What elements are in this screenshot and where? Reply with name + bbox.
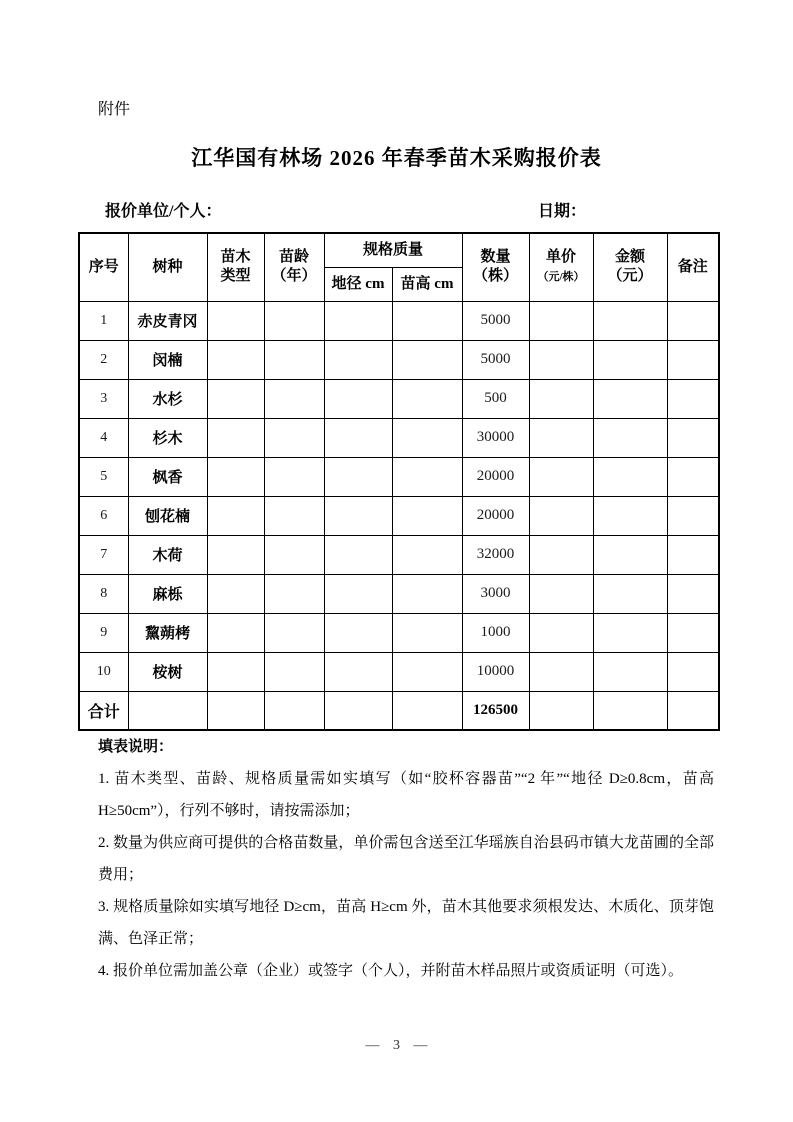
- cell-unit-price: [529, 496, 593, 535]
- cell-seq: 7: [79, 535, 128, 574]
- table-body: [79, 301, 719, 730]
- cell-seedling-height: [392, 496, 462, 535]
- cell-age: [264, 574, 324, 613]
- cell-remarks: [667, 340, 719, 379]
- cell-species: 黧蒴栲: [128, 613, 207, 652]
- col-header-seedling-height: 苗高 cm: [392, 267, 462, 301]
- cell-age: [264, 691, 324, 730]
- cell-unit-price: [529, 535, 593, 574]
- cell-seedling-height: [392, 301, 462, 340]
- table-row: [79, 535, 719, 574]
- note-item: 4. 报价单位需加盖公章（企业）或签字（个人），并附苗木样品照片或资质证明（可选）。: [98, 963, 684, 979]
- cell-seedling-height: [392, 379, 462, 418]
- cell-seq: 6: [79, 496, 128, 535]
- note-item: 2. 数量为供应商可提供的合格苗数量，单价需包含送至江华瑶族自治县码市镇大龙苗圃的全部费用；: [98, 835, 714, 883]
- cell-remarks: [667, 613, 719, 652]
- cell-remarks: [667, 418, 719, 457]
- cell-unit-price: [529, 340, 593, 379]
- table-total-row: [79, 691, 719, 730]
- cell-amount: [593, 613, 667, 652]
- cell-seedling-type: [207, 613, 264, 652]
- col-header-seq: 序号: [79, 233, 128, 301]
- cell-amount: [593, 457, 667, 496]
- cell-seq: 9: [79, 613, 128, 652]
- cell-amount: [593, 691, 667, 730]
- cell-ground-diameter: [324, 301, 392, 340]
- cell-ground-diameter: [324, 535, 392, 574]
- table-row: [79, 496, 719, 535]
- cell-age: [264, 457, 324, 496]
- cell-seedling-type: [207, 379, 264, 418]
- cell-remarks: [667, 496, 719, 535]
- cell-seedling-type: [207, 652, 264, 691]
- cell-species: [128, 691, 207, 730]
- cell-amount: [593, 418, 667, 457]
- cell-seedling-height: [392, 574, 462, 613]
- cell-seq: 10: [79, 652, 128, 691]
- cell-age: [264, 496, 324, 535]
- col-header-species: 树种: [128, 233, 207, 301]
- col-header-seedling-type: 苗木 类型: [207, 233, 264, 301]
- table-row: [79, 457, 719, 496]
- cell-quantity: 32000: [462, 535, 529, 574]
- note-item: 3. 规格质量除如实填写地径 D≥cm，苗高 H≥cm 外，苗木其他要求须根发达、木质化、顶芽饱满、色泽正常；: [98, 899, 714, 947]
- col-header-unit-price: 单价 （元/株）: [529, 233, 593, 301]
- cell-quantity: 5000: [462, 301, 529, 340]
- table-row: [79, 379, 719, 418]
- cell-age: [264, 379, 324, 418]
- cell-remarks: [667, 574, 719, 613]
- page-number: — 3 —: [365, 1038, 428, 1053]
- cell-unit-price: [529, 457, 593, 496]
- cell-ground-diameter: [324, 652, 392, 691]
- cell-amount: [593, 340, 667, 379]
- cell-seq: 2: [79, 340, 128, 379]
- cell-ground-diameter: [324, 574, 392, 613]
- col-header-remarks: 备注: [667, 233, 719, 301]
- table-row: [79, 340, 719, 379]
- col-header-age: 苗龄 （年）: [264, 233, 324, 301]
- cell-seq: 3: [79, 379, 128, 418]
- page-title: 江华国有林场 2026 年春季苗木采购报价表: [191, 146, 602, 170]
- notes-title: 填表说明：: [98, 739, 174, 755]
- cell-amount: [593, 535, 667, 574]
- cell-unit-price: [529, 574, 593, 613]
- cell-seq: 合计: [79, 691, 128, 730]
- cell-unit-price: [529, 418, 593, 457]
- cell-unit-price: [529, 301, 593, 340]
- cell-amount: [593, 652, 667, 691]
- cell-quantity: 30000: [462, 418, 529, 457]
- cell-remarks: [667, 301, 719, 340]
- cell-species: 刨花楠: [128, 496, 207, 535]
- cell-ground-diameter: [324, 379, 392, 418]
- cell-seedling-height: [392, 652, 462, 691]
- cell-unit-price: [529, 691, 593, 730]
- cell-seedling-height: [392, 457, 462, 496]
- cell-age: [264, 613, 324, 652]
- cell-seedling-type: [207, 535, 264, 574]
- cell-seedling-type: [207, 574, 264, 613]
- cell-species: 麻栎: [128, 574, 207, 613]
- table-row: [79, 418, 719, 457]
- cell-quantity: 20000: [462, 457, 529, 496]
- table-row: [79, 613, 719, 652]
- cell-amount: [593, 496, 667, 535]
- cell-age: [264, 535, 324, 574]
- cell-ground-diameter: [324, 691, 392, 730]
- cell-seedling-type: [207, 418, 264, 457]
- table-row: [79, 652, 719, 691]
- cell-age: [264, 418, 324, 457]
- table-header: [79, 233, 719, 301]
- cell-species: 闵楠: [128, 340, 207, 379]
- cell-seq: 1: [79, 301, 128, 340]
- cell-seedling-type: [207, 496, 264, 535]
- cell-ground-diameter: [324, 457, 392, 496]
- cell-quantity: 1000: [462, 613, 529, 652]
- cell-quantity: 5000: [462, 340, 529, 379]
- notes-list: [98, 763, 714, 987]
- cell-quantity: 20000: [462, 496, 529, 535]
- cell-amount: [593, 301, 667, 340]
- attachment-label: 附件: [98, 101, 131, 118]
- cell-unit-price: [529, 379, 593, 418]
- cell-species: 赤皮青冈: [128, 301, 207, 340]
- cell-seedling-height: [392, 418, 462, 457]
- cell-seedling-height: [392, 691, 462, 730]
- cell-seq: 4: [79, 418, 128, 457]
- cell-age: [264, 340, 324, 379]
- col-header-amount: 金额 （元）: [593, 233, 667, 301]
- cell-remarks: [667, 379, 719, 418]
- cell-seedling-height: [392, 535, 462, 574]
- cell-species: 桉树: [128, 652, 207, 691]
- cell-seedling-type: [207, 301, 264, 340]
- table-row: [79, 574, 719, 613]
- cell-amount: [593, 379, 667, 418]
- cell-seq: 8: [79, 574, 128, 613]
- cell-remarks: [667, 691, 719, 730]
- cell-species: 水杉: [128, 379, 207, 418]
- cell-seedling-type: [207, 691, 264, 730]
- cell-ground-diameter: [324, 340, 392, 379]
- quote-unit-label: 报价单位/个人：: [105, 203, 222, 220]
- cell-amount: [593, 574, 667, 613]
- cell-remarks: [667, 535, 719, 574]
- cell-species: 杉木: [128, 418, 207, 457]
- cell-remarks: [667, 457, 719, 496]
- cell-quantity: 126500: [462, 691, 529, 730]
- cell-ground-diameter: [324, 496, 392, 535]
- cell-seedling-type: [207, 457, 264, 496]
- cell-seq: 5: [79, 457, 128, 496]
- cell-seedling-height: [392, 340, 462, 379]
- cell-quantity: 3000: [462, 574, 529, 613]
- note-item: 1. 苗木类型、苗龄、规格质量需如实填写（如“胶杯容器苗”“2 年”“地径 D≥0.8cm，苗高 H≥50cm”），行列不够时，请按需添加；: [98, 771, 714, 819]
- cell-ground-diameter: [324, 418, 392, 457]
- cell-seedling-height: [392, 613, 462, 652]
- col-header-ground-diameter: 地径 cm: [324, 267, 392, 301]
- cell-quantity: 10000: [462, 652, 529, 691]
- cell-ground-diameter: [324, 613, 392, 652]
- cell-seedling-type: [207, 340, 264, 379]
- cell-age: [264, 652, 324, 691]
- cell-unit-price: [529, 613, 593, 652]
- cell-remarks: [667, 652, 719, 691]
- col-header-spec-quality: 规格质量: [324, 233, 462, 267]
- date-label: 日期：: [538, 203, 587, 220]
- cell-age: [264, 301, 324, 340]
- notes-section: [98, 731, 714, 987]
- col-header-quantity: 数量 （株）: [462, 233, 529, 301]
- cell-quantity: 500: [462, 379, 529, 418]
- cell-unit-price: [529, 652, 593, 691]
- quotation-table: [78, 232, 720, 731]
- cell-species: 枫香: [128, 457, 207, 496]
- table-row: [79, 301, 719, 340]
- cell-species: 木荷: [128, 535, 207, 574]
